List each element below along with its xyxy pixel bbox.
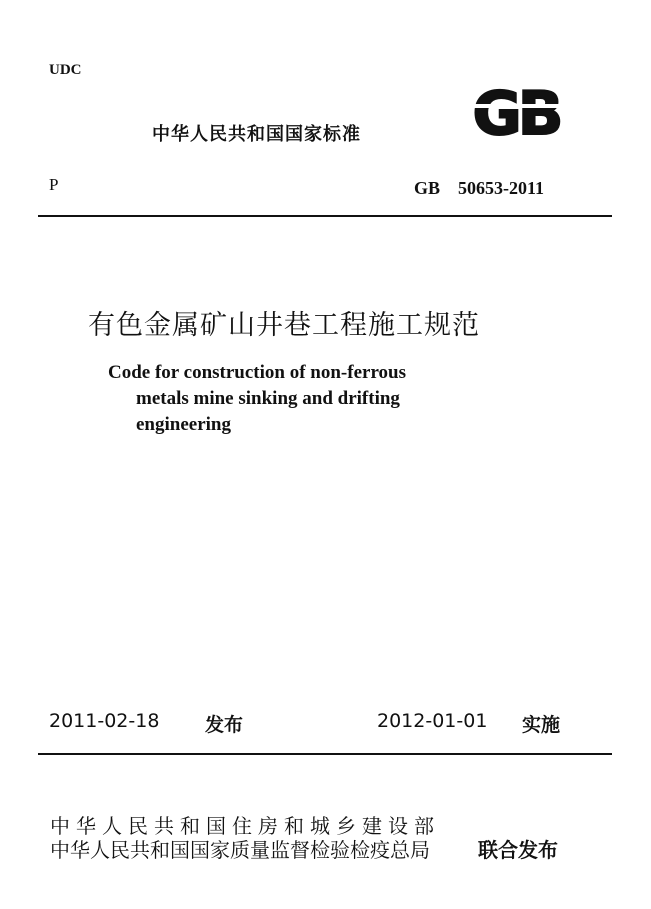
gb-logo-text: GB [472, 82, 560, 140]
title-chinese: 有色金属矿山井巷工程施工规范 [88, 310, 480, 341]
classification-code: P [49, 175, 59, 194]
title-english-line: engineering [136, 414, 231, 435]
implementation-date: 2012-01-01 [377, 710, 488, 732]
implementation-label: 实施 [522, 714, 561, 736]
gb-logo [462, 82, 570, 140]
issuer-ministry: 中华人民共和国住房和城乡建设部 [50, 814, 440, 838]
issue-label: 发布 [205, 714, 244, 736]
top-divider [38, 215, 612, 217]
udc-label: UDC [49, 62, 82, 78]
issuer-administration: 中华人民共和国国家质量监督检验检疫总局 [50, 838, 430, 862]
standard-number: GB 50653-2011 [414, 178, 545, 198]
standard-type-title: 中华人民共和国国家标准 [152, 124, 361, 145]
joint-issue-label: 联合发布 [478, 838, 558, 862]
bottom-divider [38, 753, 612, 755]
title-english-line: Code for construction of non-ferrous [108, 362, 406, 383]
issue-date: 2011-02-18 [49, 710, 160, 732]
title-english-line: metals mine sinking and drifting [136, 388, 400, 409]
